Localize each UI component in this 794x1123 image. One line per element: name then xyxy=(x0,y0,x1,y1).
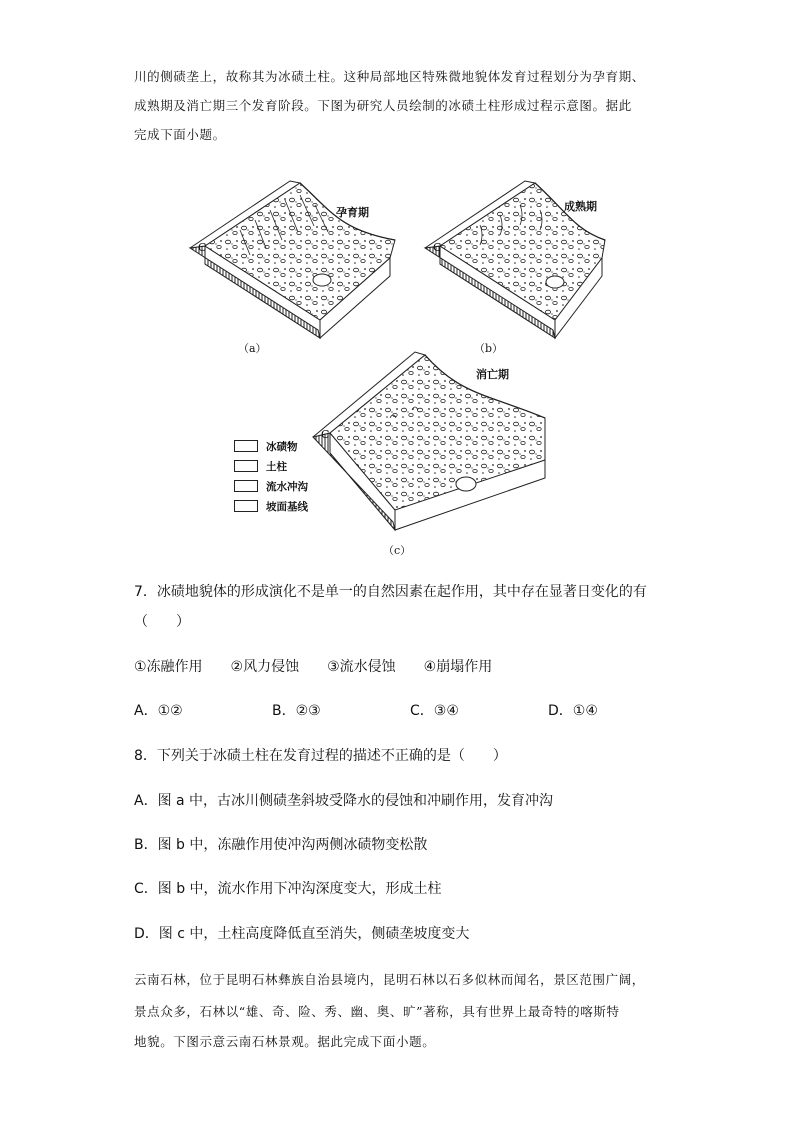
outro-line-1: 云南石林，位于昆明石林彝族自治县境内，昆明石林以石多似林而闻名，景区范围广阔， xyxy=(134,972,645,987)
intro-line-2: 成熟期及消亡期三个发育阶段。下图为研究人员绘制的冰碛土柱形成过程示意图。据此 xyxy=(134,98,632,113)
q7-option-b[interactable]: B．②③ xyxy=(272,703,321,719)
q8-option-a[interactable]: A．图 a 中，古冰川侧碛垄斜坡受降水的侵蚀和冲刷作用，发育冲沟 xyxy=(134,793,554,809)
outro-line-3: 地貌。下图示意云南石林景观。据此完成下面小题。 xyxy=(134,1034,436,1049)
legend-item-pillar: 土柱 xyxy=(234,460,354,474)
outro-line-2: 景点众多，石林以“雄、奇、险、秀、幽、奥、旷”著称，具有世界上最奇特的喀斯特 xyxy=(134,1004,620,1019)
stage-label-b: 成熟期 xyxy=(564,200,597,213)
legend-item-gully: 流水冲沟 xyxy=(234,480,354,494)
corner-label-a: C xyxy=(198,241,207,254)
legend-item-baseline: 坡面基线 xyxy=(234,500,354,514)
q7-option-d[interactable]: D．①④ xyxy=(548,703,598,719)
q7-stem-line-2: （ ） xyxy=(134,614,190,630)
corner-label-b: C xyxy=(433,241,442,254)
q8-option-b[interactable]: B．图 b 中，冻融作用使冲沟两侧冰碛物变松散 xyxy=(134,837,428,853)
q8-option-c[interactable]: C．图 b 中，流水作用下冲沟深度变大，形成土柱 xyxy=(134,881,442,897)
q8-stem: 8．下列关于冰碛土柱在发育过程的描述不正确的是（ ） xyxy=(134,748,507,764)
q7-option-a[interactable]: A．①② xyxy=(134,703,183,719)
baseline-symbol-icon xyxy=(234,500,258,512)
stage-label-a: 孕育期 xyxy=(336,206,369,219)
figure-drawing xyxy=(0,0,794,560)
sub-label-b: （b） xyxy=(474,342,504,355)
corner-label-c: C xyxy=(321,428,330,441)
till-symbol-icon xyxy=(234,440,258,452)
intro-line-1: 川的侧碛垄上，故称其为冰碛土柱。这种局部地区特殊微地貌体发育过程划分为孕育期、 xyxy=(134,69,645,84)
intro-line-3: 完成下面小题。 xyxy=(134,127,226,142)
sub-label-c: （c） xyxy=(383,544,412,557)
q7-stem-line-1: 7．冰碛地貌体的形成演化不是单一的自然因素在起作用，其中存在显著日变化的有 xyxy=(134,584,647,600)
q8-option-d[interactable]: D．图 c 中，土柱高度降低直至消失，侧碛垄坡度变大 xyxy=(134,926,470,942)
legend-item-till: 冰碛物 xyxy=(234,440,354,454)
stage-label-c: 消亡期 xyxy=(476,368,509,381)
q7-items: ①冻融作用 ②风力侵蚀 ③流水侵蚀 ④崩塌作用 xyxy=(134,659,493,675)
glacial-till-pillar-figure xyxy=(0,0,794,560)
pillar-symbol-icon xyxy=(234,460,258,472)
q7-option-c[interactable]: C．③④ xyxy=(410,703,459,719)
gully-symbol-icon xyxy=(234,480,258,492)
sub-label-a: （a） xyxy=(238,342,267,355)
